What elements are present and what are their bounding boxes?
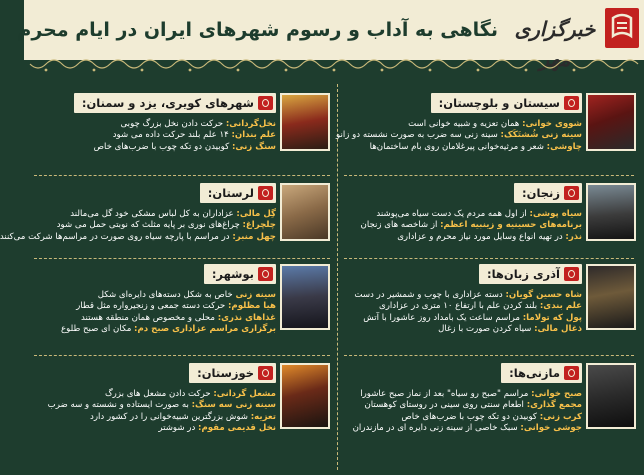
section-marker-icon <box>564 96 579 110</box>
section-bushehr <box>32 264 332 352</box>
line: سینه زنی سه سنگ: به صورت ایستاده و نشسته و سه ضرب <box>47 400 276 411</box>
section-title: زنجان: <box>514 183 582 203</box>
section-photo <box>586 183 636 241</box>
section-photo <box>280 264 330 330</box>
section-desert-cities <box>32 93 332 173</box>
section-lines <box>361 209 582 243</box>
line: غذاهای نذری: محلی و مخصوص همان منطقه هستند <box>81 312 276 323</box>
line: سینه زنی شُشتَکَک: سینه زنی سه ضرب به صورت نشسته دو زانو <box>336 130 582 141</box>
section-photo <box>586 264 636 330</box>
section-mazandaran <box>342 363 638 471</box>
section-lines <box>353 389 582 435</box>
section-khuzestan <box>32 363 332 471</box>
row-divider <box>34 355 330 356</box>
section-marker-icon <box>258 96 273 110</box>
line: چلچراغ: چراغ‌های نوری بر پایه مثلث که نوبتی حمل می شود <box>56 220 276 231</box>
section-title: خوزستان: <box>189 363 276 383</box>
section-title: آذری زبان‌ها: <box>479 264 582 284</box>
line: شاه حسین گویان: دسته عزاداری با چوب و شمشیر در دست <box>354 290 582 300</box>
section-photo <box>280 363 330 429</box>
line: مجمع گذاری: اطعام سنتی روی سینی در روستای کوهستان <box>364 400 582 411</box>
line: ذغال مالی: سیاه کردن صورت با زغال <box>438 324 582 335</box>
line: علم بندی: بلند کردن علم با ارتفاع ۱۰ متری در عزاداری <box>379 301 582 312</box>
section-sistan-baluchestan <box>336 93 638 173</box>
page-title: نگاهی به آداب و رسوم شهرهای ایران در ایام محرم <box>17 19 498 41</box>
line: مشعل گردانی: حرکت دادن مشعل های بزرگ <box>104 389 276 399</box>
line: چهل منبر: در مراسم با پارچه سیاه روی صورت در مراسم‌ها شرکت می‌کنند <box>0 231 276 242</box>
section-marker-icon <box>258 267 273 281</box>
line: پول که تولاما: مراسم ساعت یک بامداد روز عاشورا با آتش <box>363 312 582 323</box>
section-lines <box>48 389 276 435</box>
section-title: بوشهر: <box>204 264 276 284</box>
section-zanjan <box>342 183 638 255</box>
section-marker-icon <box>258 186 273 200</box>
section-lines <box>354 290 582 336</box>
line: نخل‌گردانی: حرکت دادن نخل بزرگ چوبی <box>120 119 276 129</box>
section-marker-icon <box>564 186 579 200</box>
line: شووی خوانی: همان تعزیه و شبیه خوانی است <box>408 119 582 129</box>
section-photo <box>586 363 636 429</box>
mehr-logo-icon <box>605 8 639 48</box>
line: چاوشی: شعر و مرثیه‌خوانی پیرغلامان روی بام ساختمان‌ها <box>369 141 582 152</box>
section-photo <box>586 93 636 151</box>
section-lines <box>0 209 276 243</box>
row-divider <box>344 355 634 356</box>
ornament-border <box>30 60 638 74</box>
line: سینه زنی خاص به شکل دسته‌های دایره‌ای شکل <box>97 290 276 300</box>
line: گِل مالی: عزاداران به کل لباس مشکی خود گل می‌مالند <box>70 209 276 219</box>
section-title: مازنی‌ها: <box>501 363 582 383</box>
line: سیاه پوشی: از اول همه مردم یک دست سیاه می‌پوشند <box>376 209 582 219</box>
section-lorestan <box>0 183 332 255</box>
line: صبح خوانی: مراسم "صبح رو سیاه" بعد از نماز صبح عاشورا <box>360 389 582 399</box>
section-title: شهرهای کویری، یزد و سمنان: <box>74 93 276 113</box>
section-title: لرستان: <box>200 183 276 203</box>
section-photo <box>280 183 330 241</box>
section-lines <box>94 119 276 153</box>
section-lines <box>61 290 276 336</box>
line: کرب زنی: کوبیدن دو تکه چوب با ضرب‌های خاص <box>401 411 582 422</box>
line: جوشی خوانی: سبک خاصی از سینه زنی دایره ای در مازندران <box>352 423 582 434</box>
line: برگزاری مراسم عزاداری صبح دم: مکان ای صبح طلوع <box>61 324 276 335</box>
line: سنگ زنی: کوبیدن دو تکه چوب با ضرب‌های خاص <box>93 141 276 152</box>
row-divider <box>34 175 330 176</box>
line: تعزیه: شوش بزرگترین شبیه‌خوانی را در کشور دارد <box>90 411 276 422</box>
row-divider <box>344 258 634 259</box>
logo-text: خبرگزاری مهر <box>514 17 596 71</box>
section-lines <box>336 119 582 153</box>
header-banner <box>17 0 644 71</box>
line: نخل قدیمی مقوم: در شوشتر <box>158 423 276 434</box>
section-photo <box>280 93 330 151</box>
row-divider <box>34 258 330 259</box>
section-title: سیستان و بلوچستان: <box>431 93 582 113</box>
row-divider <box>344 175 634 176</box>
section-marker-icon <box>564 267 579 281</box>
section-marker-icon <box>564 366 579 380</box>
section-marker-icon <box>258 366 273 380</box>
line: برنامه‌های حسینیه و زینبیه اعظم: از شاخصه های زنجان <box>360 220 582 231</box>
line: هیا مظلوم: حرکت دسته جمعی و زنجیرواره مثل قطار <box>76 301 276 312</box>
section-azeri <box>342 264 638 352</box>
line: علم بندان: ۱۴ علم بلند حرکت داده می شود <box>112 130 276 141</box>
line: نذر: در تهیه انواع وسایل مورد نیاز محرم و عزاداری <box>397 231 582 242</box>
